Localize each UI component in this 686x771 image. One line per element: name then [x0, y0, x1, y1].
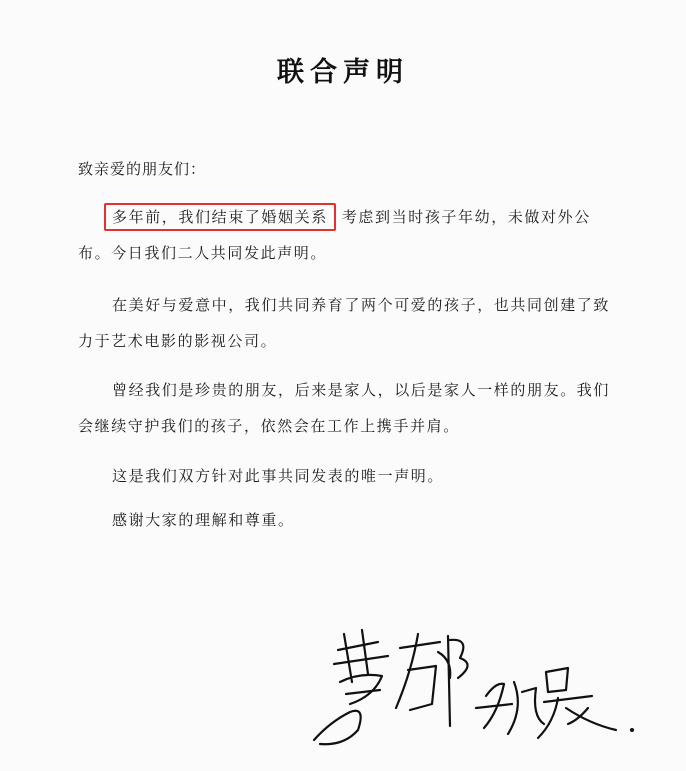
paragraph-1-text: 考虑到当时孩子年幼，未做对外公布。今日我们二人共同发此声明。 [78, 208, 591, 262]
handwritten-signature [300, 612, 660, 762]
signature-stroke [338, 642, 378, 650]
signature-stroke [448, 636, 450, 726]
signature-stroke [566, 708, 616, 730]
signature-stroke [544, 696, 592, 702]
signature-stroke [346, 690, 380, 694]
signature-stroke [334, 656, 388, 664]
highlighted-sentence: 多年前，我们结束了婚姻关系 [104, 203, 336, 231]
signature-stroke [400, 642, 440, 648]
salutation: 致亲爱的朋友们： [78, 160, 207, 178]
signature-stroke [408, 666, 436, 710]
signature-stroke [538, 698, 558, 738]
paragraph-3: 曾经我们是珍贵的朋友，后来是家人，以后是家人一样的朋友。我们会继续守护我们的孩子，依然会在工作上携手并肩。 [78, 381, 611, 435]
signature-stroke [344, 634, 352, 682]
paragraph-5: 感谢大家的理解和尊重。 [112, 511, 295, 529]
signature-stroke [476, 704, 512, 708]
paragraph-4: 这是我们双方针对此事共同发表的唯一声明。 [112, 467, 445, 485]
signature-stroke [522, 688, 544, 724]
paragraph-1 [78, 199, 618, 271]
signature-stroke [450, 640, 468, 678]
signature-stroke [508, 682, 518, 734]
signature-stroke [546, 668, 568, 692]
signature-dot [630, 728, 634, 732]
signature-stroke [314, 711, 361, 744]
signature-stroke [362, 630, 368, 674]
document-title: 联合声明 [277, 57, 409, 88]
paragraph-2: 在美好与爱意中，我们共同养育了两个可爱的孩子，也共同创建了致力于艺术电影的影视公司。 [78, 296, 611, 350]
